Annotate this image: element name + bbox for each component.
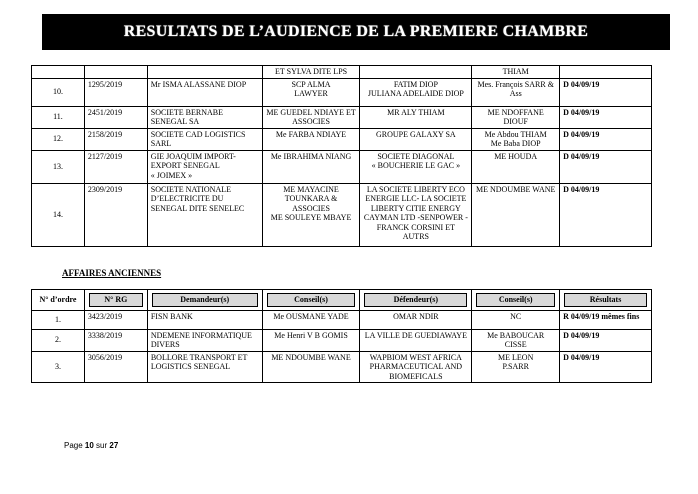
row-number: 2. (32, 329, 85, 351)
conseil-cell: SCP ALMA LAWYER (262, 78, 360, 106)
table-row (32, 351, 652, 383)
row-number: 13. (32, 150, 85, 183)
conseil-cell: Me Henri V B GOMIS (262, 329, 360, 351)
row-number: 3. (32, 351, 85, 383)
demandeur-cell: FISN BANK (147, 310, 262, 329)
conseil-cell: Me OUSMANE YADE (262, 310, 360, 329)
page-number: 10 (84, 441, 94, 450)
conseil-defense-cell: ME NDOFFANE DIOUF (472, 106, 560, 128)
conseil-cell: ME MAYACINE TOUNKARA & ASSOCIES ME SOULEYE MBAYE (262, 183, 360, 246)
case-number: 3338/2019 (84, 329, 147, 351)
result-cell: R 04/09/19 mêmes fins (560, 310, 652, 329)
demandeur-cell: NDEMENE INFORMATIQUE DIVERS (147, 329, 262, 351)
case-number: 1295/2019 (84, 78, 147, 106)
demandeur-cell: SOCIETE NATIONALE D’ELECTRICITE DU SENEGAL DITE SENELEC (147, 183, 262, 246)
table-row (32, 310, 652, 329)
case-number: 3423/2019 (84, 310, 147, 329)
demandeur-cell: SOCIETE CAD LOGISTICS SARL (147, 128, 262, 150)
case-number: 2451/2019 (84, 106, 147, 128)
section-title: AFFAIRES ANCIENNES (62, 268, 162, 278)
defendeur-cell: MR ALY THIAM (360, 106, 472, 128)
demandeur-cell: BOLLORE TRANSPORT ET LOGISTICS SENEGAL (147, 351, 262, 383)
result-cell: D 04/09/19 (560, 351, 652, 383)
conseil-defense-cell: Mes. François SARR & Ass (472, 78, 560, 106)
case-number: 2158/2019 (84, 128, 147, 150)
conseil-defense-cell: ME NDOUMBE WANE (472, 183, 560, 246)
case-number: 3056/2019 (84, 351, 147, 383)
conseil-defense-cell: NC (472, 310, 560, 329)
row-number: 12. (32, 128, 85, 150)
case-number: 2127/2019 (84, 150, 147, 183)
page-title: RESULTATS DE L’AUDIENCE DE LA PREMIERE CHAMBRE (123, 23, 589, 40)
table-row-continued (32, 66, 652, 79)
table-row (32, 128, 652, 150)
case-number: 2309/2019 (84, 183, 147, 246)
conseil-defense-cell: ME LEON P.SARR (472, 351, 560, 383)
defendeur-cell: OMAR NDIR (360, 310, 472, 329)
defendeur-cell: GROUPE GALAXY SA (360, 128, 472, 150)
header-conseil: Conseil(s) (267, 293, 356, 307)
header-defendeur: Défendeur(s) (364, 293, 467, 307)
result-cell: D 04/09/19 (560, 329, 652, 351)
defendeur-cell: WAPBIOM WEST AFRICA PHARMACEUTICAL AND BIOMEFICALS (360, 351, 472, 383)
conseil-cell: ET SYLVA DITE LPS (262, 66, 360, 79)
header-rg: N° RG (89, 293, 143, 307)
conseil-defense-cell: ME HOUDA (472, 150, 560, 183)
result-cell: D 04/09/19 (560, 150, 652, 183)
conseil-cell: Me IBRAHIMA NIANG (262, 150, 360, 183)
conseil-defense-cell: Me BABOUCAR CISSE (472, 329, 560, 351)
page-total: 27 (109, 441, 119, 450)
page-footer: Page 10 sur 27 (64, 441, 119, 450)
table-row (32, 329, 652, 351)
result-cell: D 04/09/19 (560, 128, 652, 150)
table-header-row (32, 290, 652, 311)
row-number: 10. (32, 78, 85, 106)
hearing-results-table (31, 65, 652, 247)
page-title-banner (42, 14, 670, 50)
table-row (32, 183, 652, 246)
defendeur-cell: LA SOCIETE LIBERTY ECO ENERGIE LLC- LA SOCIETE LIBERTY CITIE ENERGY CAYMAN LTD -SENPOWER -FRANCK CORSINI ET AUTRS (360, 183, 472, 246)
conseil-cell: THIAM (472, 66, 560, 79)
defendeur-cell: LA VILLE DE GUEDIAWAYE (360, 329, 472, 351)
header-resultats: Résultats (564, 293, 647, 307)
defendeur-cell: FATIM DIOP JULIANA ADELAIDE DIOP (360, 78, 472, 106)
result-cell: D 04/09/19 (560, 78, 652, 106)
conseil-cell: ME GUEDEL NDIAYE ET ASSOCIES (262, 106, 360, 128)
result-cell: D 04/09/19 (560, 183, 652, 246)
row-number: 1. (32, 310, 85, 329)
demandeur-cell: Mr ISMA ALASSANE DIOP (147, 78, 262, 106)
result-cell: D 04/09/19 (560, 106, 652, 128)
table-row (32, 78, 652, 106)
table-row (32, 106, 652, 128)
demandeur-cell: GIE JOAQUIM IMPORT-EXPORT SENEGAL « JOIMEX » (147, 150, 262, 183)
header-conseil-defense: Conseil(s) (476, 293, 555, 307)
defendeur-cell: SOCIETE DIAGONAL « BOUCHERIE LE GAC » (360, 150, 472, 183)
header-num: N° d’ordre (32, 290, 85, 311)
conseil-cell: ME NDOUMBE WANE (262, 351, 360, 383)
old-cases-table (31, 289, 652, 383)
row-number: 14. (32, 183, 85, 246)
row-number: 11. (32, 106, 85, 128)
demandeur-cell: SOCIETE BERNABE SENEGAL SA (147, 106, 262, 128)
table-row (32, 150, 652, 183)
conseil-cell: Me FARBA NDIAYE (262, 128, 360, 150)
header-demandeur: Demandeur(s) (152, 293, 258, 307)
conseil-defense-cell: Me Abdou THIAM Me Baba DIOP (472, 128, 560, 150)
